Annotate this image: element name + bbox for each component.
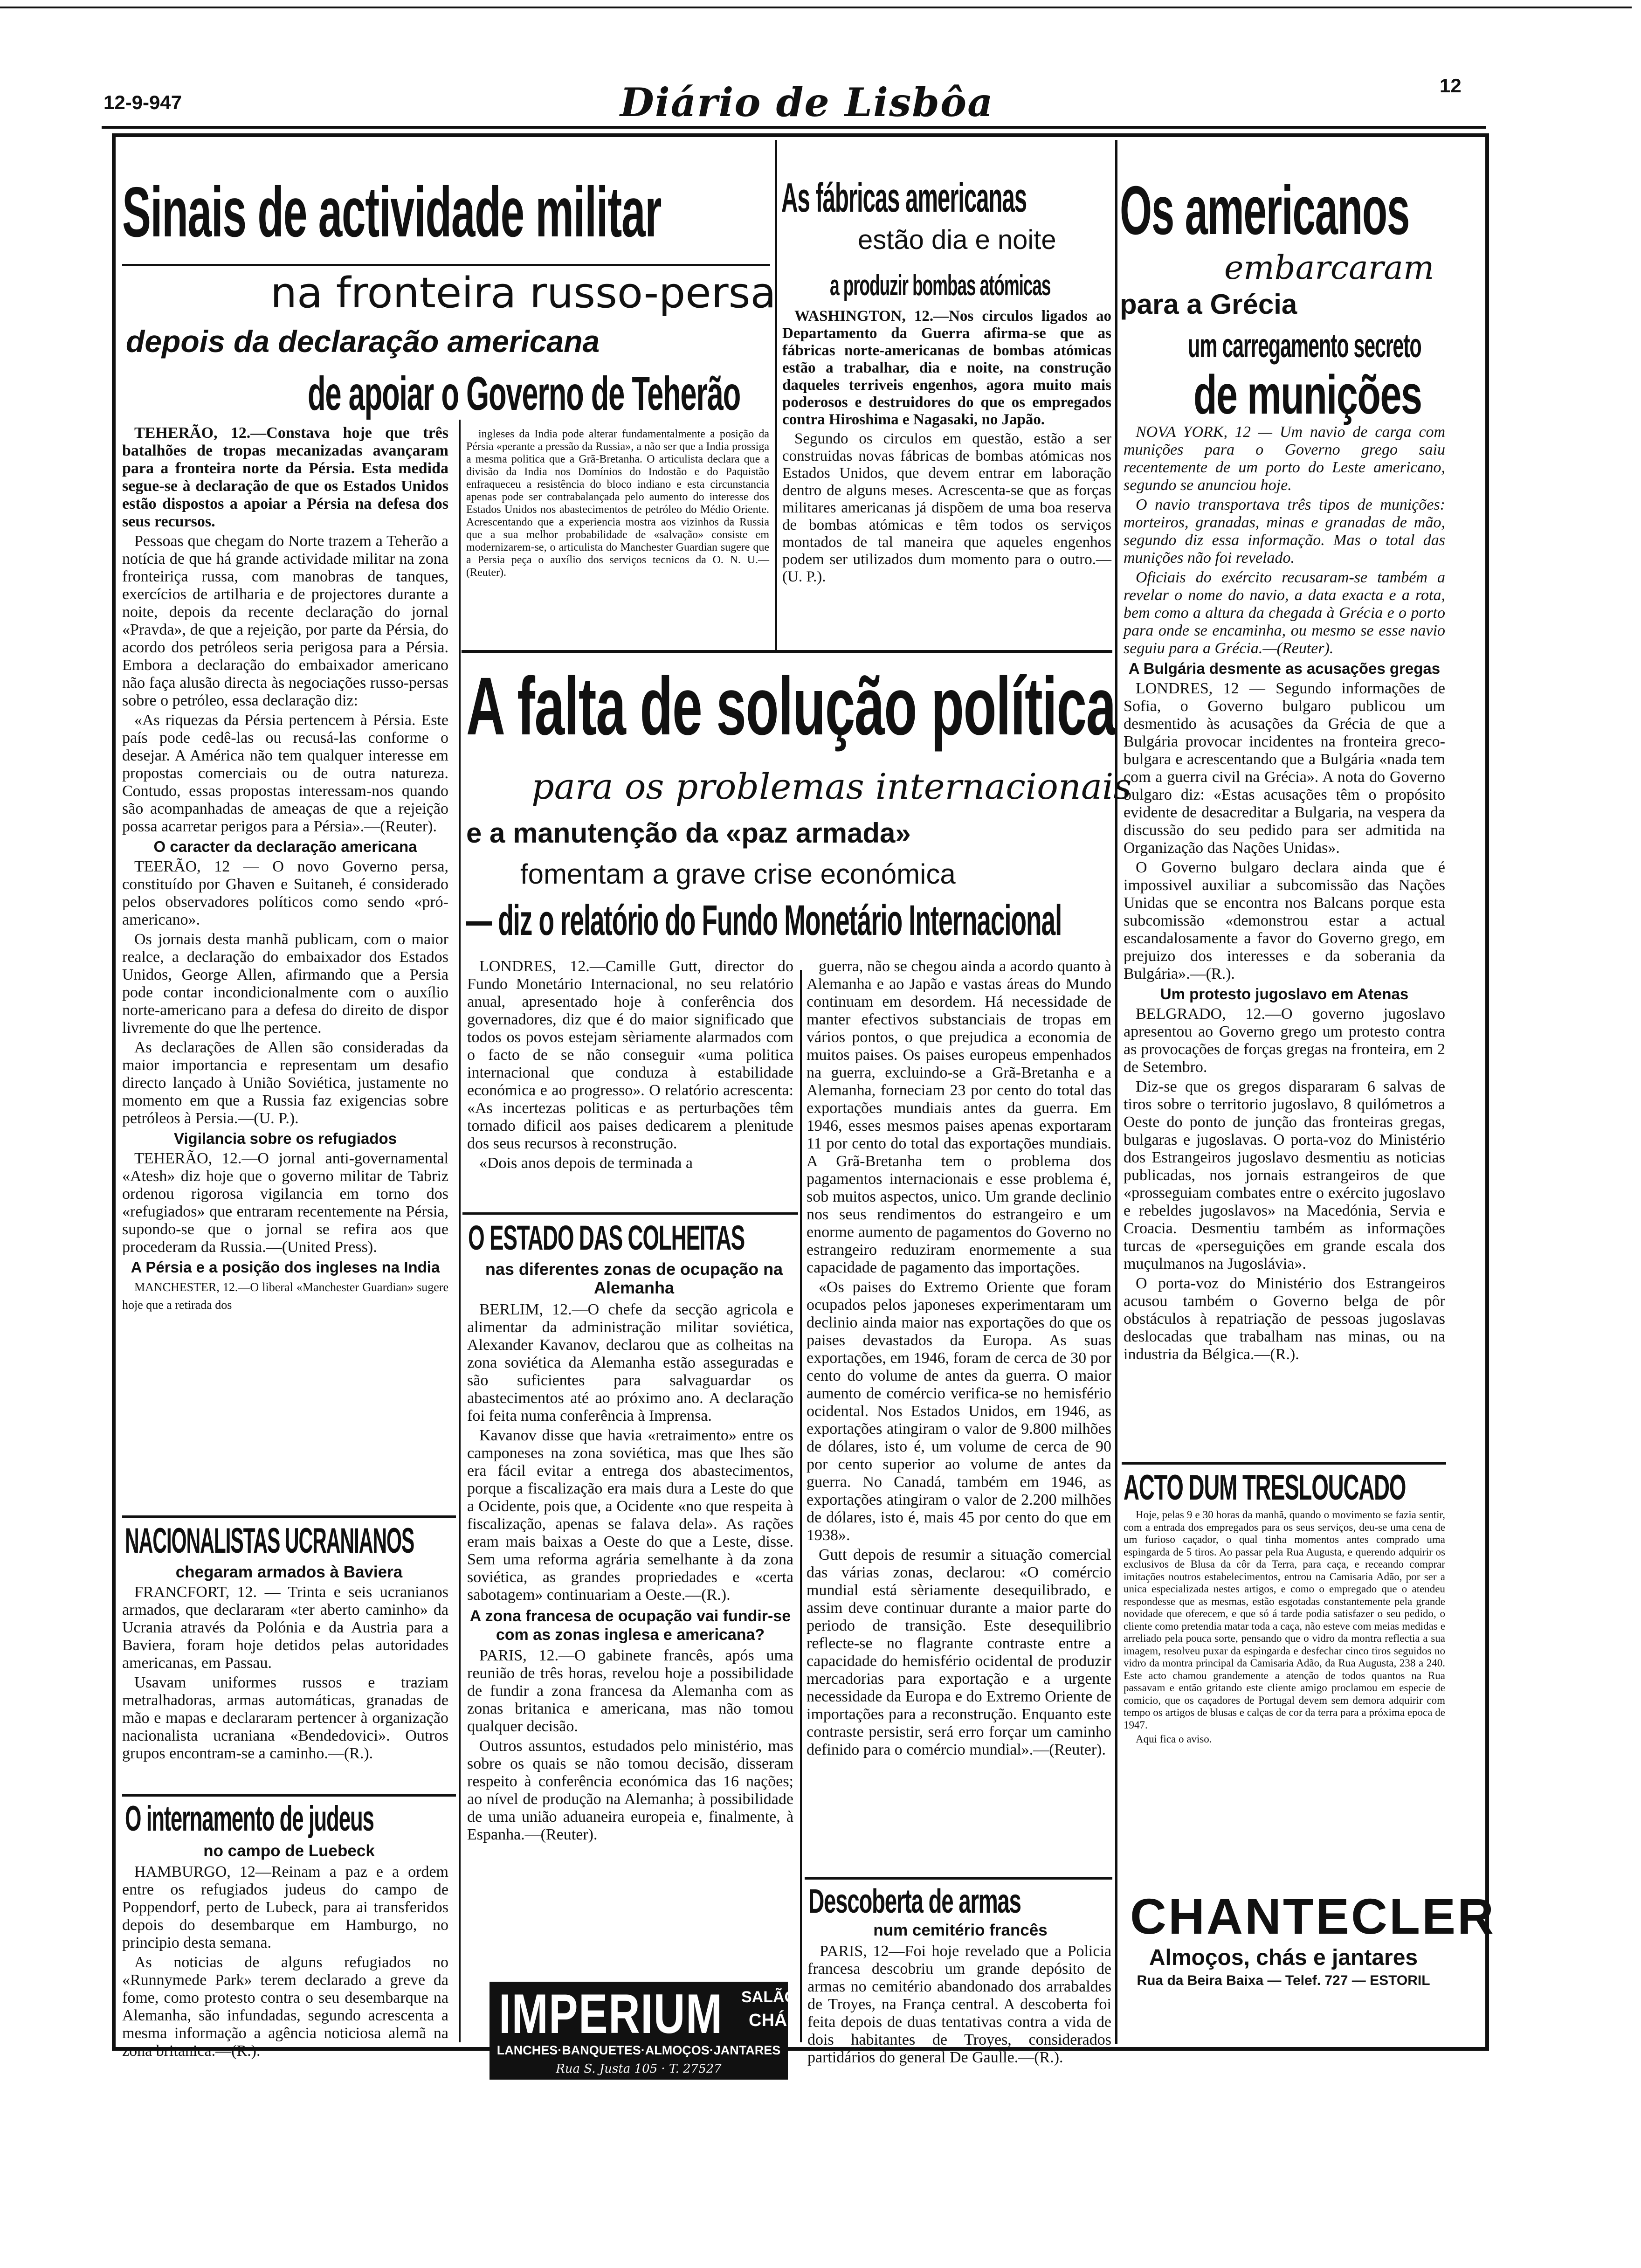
chantecler-line: Almoços, chás e jantares bbox=[1149, 1945, 1418, 1970]
art5-paragraph: Outros assuntos, estudados pelo ministério, mas sobre os quais se não tomou decisão, disseram respeito à conferência económica das 16 nações; ao nível de produção na Alemanha; à possibilidade de uma união aduaneira europeia e, finalmente, à Espanha.—(Reuter). bbox=[467, 1737, 793, 1843]
chantecler-address: Rua da Beira Baixa — Telef. 727 — ESTORIL bbox=[1137, 1973, 1430, 1988]
art1-paragraph: Os jornais desta manhã publicam, com o maior realce, a declaração do embaixador dos Estados Unidos, George Allen, afirmando que a Persia pode contar incondicionalmente com o auxílio norte-americano para a defesa do direito de dispor livremente do que lhe pertence. bbox=[122, 931, 448, 1037]
art9-paragraph: Aqui fica o aviso. bbox=[1136, 1733, 1212, 1745]
art3-sub1: A Bulgária desmente as acusações gregas bbox=[1128, 660, 1441, 677]
art6-deck: chegaram armados à Baviera bbox=[175, 1563, 403, 1581]
art1-paragraph: TEERÃO, 12 — O novo Governo persa, constituído por Ghaven e Suitaneh, é considerado pelos observadores políticos como sendo «pró-americano». bbox=[122, 858, 448, 928]
art1-sub1: O caracter da declaração americana bbox=[153, 838, 417, 855]
art9-body bbox=[1124, 1509, 1445, 1882]
art6-rule bbox=[122, 1515, 456, 1518]
art4-rule bbox=[462, 650, 1112, 653]
art6-headline: NACIONALISTAS UCRANIANOS bbox=[125, 1521, 414, 1561]
art3-column bbox=[1124, 423, 1445, 1463]
art3-paragraph: BELGRADO, 12.—O governo jugoslavo apresentou ao Governo grego um protesto contra as provocações de forças gregas na fronteira, em 2 de Setembro. bbox=[1124, 1005, 1445, 1076]
art3-deck2: para a Grécia bbox=[1120, 289, 1297, 320]
art1-column2 bbox=[466, 428, 769, 647]
column-rule bbox=[800, 970, 802, 2042]
top-rule bbox=[0, 7, 1632, 8]
art1-rule bbox=[122, 264, 770, 266]
art5-paragraph: BERLIM, 12.—O chefe da secção agricola e alimentar da administração militar soviética, Alexander Kavanov, declarou que as colheitas na zona soviética da Alemanha estão asseguradas e são suficientes para salvaguardar os abastecimentos até ao próximo ano. A declaração foi feita numa conferência à Imprensa. bbox=[467, 1301, 793, 1424]
art6-body bbox=[122, 1583, 448, 1793]
art4-deck2: e a manutenção da «paz armada» bbox=[466, 817, 911, 849]
masthead-rule bbox=[102, 126, 1486, 129]
art2-headline: As fábricas americanas bbox=[781, 174, 1027, 221]
art7-headline: O internamento de judeus bbox=[125, 1799, 374, 1839]
column-rule bbox=[775, 140, 777, 651]
art4-deck1: para os problemas internacionais bbox=[531, 766, 1132, 807]
art4-paragraph: Gutt depois de resumir a situação comercial das várias zonas, declarou: «O comércio mundial está sèriamente desequilibrado, e assim deve continuar durante a maior parte do periodo de transição. Este desequilibrio reflecte-se no flagrante contraste entre a capacidade do hemisfério ocidental de produzir mercadorias para exportação e a urgente necessidade da Europa e do Extremo Oriente de importações para a reconstrução. Enquanto este contraste persistir, será erro forçar um caminho definido para o comércio mundial».—(Reuter). bbox=[807, 1546, 1111, 1758]
art2-lede: WASHINGTON, 12.—Nos circulos ligados ao Departamento da Guerra afirma-se que as fábricas norte-americanas de bombas atómicas estão a trabalhar, dia e noite, na construção daqueles terriveis engenhos, agora muito mais poderosos e destruidores do que os empregados contra Hiroshima e Nagasaki, no Japão. bbox=[782, 308, 1111, 428]
art1-paragraph: ingleses da India pode alterar fundamentalmente a posição da Pérsia «perante a pressão da Russia», a não ser que a India prossiga a mesma politica que a Grã-Bretanha. O articulista declara que a divisão da India nos Domínios do Indostão e do Paquistão enfraqueceu a resistência do bloco indiano e esta circunstancia apenas pode ser contrabalançada pelo aumento do interesse dos Estados Unidos nos abastecimentos de petróleo do Médio Oriente. Acrescentando que a experiencia mostra aos vizinhos da Russia que a sua melhor probabilidade de «salvação» consiste em modernizarem-se, o articulista do Manchester Guardian sugere que a Persia peça o auxílio dos serviços tecnicos da O. N. U.—(Reuter). bbox=[466, 428, 769, 579]
column-rule bbox=[1115, 140, 1117, 2044]
art1-deck2: depois da declaração americana bbox=[126, 324, 600, 359]
art8-rule bbox=[805, 1877, 1112, 1880]
art9-headline: ACTO DUM TRESLOUCADO bbox=[1124, 1468, 1406, 1507]
art1-paragraph: «As riquezas da Pérsia pertencem à Pérsia. Este país pode cedê-las ou recusá-las conforme o desejar. A América não tem qualquer interesse em propostas comerciais ou de outra natureza. Contudo, essas propostas interessam-nos quando são acompanhadas de ameaças de que a rejeição possa acarretar perigos para a Pérsia».—(Reuter). bbox=[122, 712, 448, 835]
art2-paragraph: Segundo os circulos em questão, estão a ser construidas novas fábricas de bombas atómicas nos Estados Unidos, que devem entrar em laboração dentro de alguns meses. Acrescenta-se que as forças militares americanas já dispõem de uma boa reserva de bombas atómicas e têm todos os serviços montados de tal maneira que aqueles engenhos podem ser utilizados dum momento para o outro.—(U. P.). bbox=[782, 430, 1111, 585]
art1-paragraph: As declarações de Allen são consideradas da maior importancia e representam um desafio directo lançado à União Soviética, justamente no momento em que a Russia faz exigencias sobre petróleos à Persia.—(U. P.). bbox=[122, 1039, 448, 1127]
art4-deck4: — diz o relatório do Fundo Monetário Internacional bbox=[466, 897, 1062, 944]
art8-paragraph: PARIS, 12—Foi hoje revelado que a Policia francesa descobriu um grande depósito de armas no cemitério abandonado dos arrabaldes de Troyes, na França central. A descoberta foi feita depois de duas tentativas contra a vida de dois habitantes de Troyes, considerados partidários do general De Gaulle.—(R.). bbox=[807, 1943, 1111, 2066]
imperium-ad bbox=[490, 1982, 797, 2080]
art3-paragraph: Diz-se que os gregos dispararam 6 salvas de tiros sobre o territorio jugoslavo, 8 quilómetros a Oeste do ponto de junção das fronteiras gregas, bulgaras e jugoslavas. O porta-voz do Ministério dos Estrangeiros jugoslavo desmentiu as noticias publicadas, nos jornais estrangeiros de que «prosseguiam combates entre o exército jugoslavo e rebeldes jugoslavos» na Macedónia, Servia e Croacia. Desmentiu também as informações turcas de «perseguições em grande escala dos muçulmanos na Jugoslávia». bbox=[1124, 1078, 1445, 1272]
art3-deck4: de munições bbox=[1193, 364, 1422, 426]
art3-paragraph: O navio transportava três tipos de munições: morteiros, granadas, minas e granadas de mão, segundo diz essa informação. Mas o total das munições não foi revelado. bbox=[1124, 496, 1445, 567]
art6-paragraph: FRANCFORT, 12. — Trinta e seis ucranianos armados, que declararam «ter aberto caminho» da Ucrania através da Polónia e da Austria para a Baviera, foram hoje detidos pelas autoridades americanas, em Passau. bbox=[122, 1583, 448, 1672]
art5-deck: nas diferentes zonas de ocupação na Alemanha bbox=[485, 1259, 783, 1297]
art9-rule bbox=[1122, 1462, 1446, 1465]
art1-paragraph: TEHERÃO, 12.—O jornal anti-governamental «Atesh» diz hoje que o governo militar de Tabriz ordenou rigorosa vigilancia em torno dos «refugiados» que entraram recentemente na Pérsia, supondo-se que o jornal se refira aos que procederam da Russia.—(United Press). bbox=[122, 1150, 448, 1256]
imperium-name: IMPERIUM bbox=[499, 1983, 723, 2045]
art1-column1 bbox=[122, 424, 448, 1515]
art3-paragraph: O porta-voz do Ministério dos Estrangeiros acusou também o Governo belga de pôr obstáculos à repatriação de pessoas jugoslavas deslocadas que trabalham nas minas, ou na industria da Bélgica.—(R.). bbox=[1124, 1275, 1445, 1363]
art5-paragraph: Kavanov disse que havia «retraimento» entre os camponeses na zona soviética, mas que lhes são era fácil evitar a entrega dos abastecimentos, porque a fiscalização era mais dura a Leste do que a Ocidente, pois que, a Ocidente «no que respeita à fiscalização, apenas se falava dela». As rações eram mais baixas a Oeste do que a Leste, disse. Sem uma reforma agrária semelhante à da zona soviética, as grandes propriedades e «certa sabotagem» continuariam a Oeste.—(R.). bbox=[467, 1427, 793, 1604]
imperium-line: LANCHES·BANQUETES·ALMOÇOS·JANTARES bbox=[496, 2043, 781, 2057]
art5-sub: A zona francesa de ocupação vai fundir-se com as zonas inglesa e americana? bbox=[469, 1607, 791, 1644]
art4-column2 bbox=[807, 958, 1111, 1758]
art5-paragraph: PARIS, 12.—O gabinete francês, após uma reunião de três horas, revelou hoje a possibilidade de fundir a zona francesa da Alemanha com as zonas britanica e americana, mas não tomou qualquer decisão. bbox=[467, 1647, 793, 1735]
art4-paragraph: LONDRES, 12.—Camille Gutt, director do Fundo Monetário Internacional, no seu relatório anual, apresentado hoje à conferência dos governadores, diz que é do maior significado que todos os povos estejam sèriamente alarmados com o facto de se não conseguir «uma politica internacional que conduza à estabilidade económica e ao progresso». O relatório acrescenta: «As incertezas politicas e as perturbações têm tornado dificil aos paises dedicarem a plenitude dos seus recursos à reconstrução. bbox=[467, 958, 793, 1152]
art6-paragraph: Usavam uniformes russos e traziam metralhadoras, armas automáticas, granadas de mão e mapas e declararam pertencer à organização nacionalista ucraniana «Bendedovici». Outros grupos encontram-se a caminho.—(R.). bbox=[122, 1674, 448, 1762]
art8-deck: num cemitério francês bbox=[873, 1921, 1048, 1939]
art3-headline: Os americanos bbox=[1120, 172, 1410, 249]
page-number: 12 bbox=[1440, 75, 1462, 97]
art5-rule bbox=[462, 1212, 798, 1215]
art1-sub3: A Pérsia e a posição dos ingleses na India bbox=[131, 1258, 440, 1276]
art1-lede: TEHERÃO, 12.—Constava hoje que três batalhões de tropas mecanizadas avançaram para a fronteira norte da Pérsia. Esta medida segue-se à declaração de que os Estados Unidos estão dispostos a apoiar a Pérsia na defesa dos seus recursos. bbox=[122, 424, 448, 530]
art3-paragraph: NOVA YORK, 12 — Um navio de carga com munições para o Governo grego saiu recentemente de um porto do Leste americano, segundo se anunciou hoje. bbox=[1124, 423, 1445, 494]
art3-sub2: Um protesto jugoslavo em Atenas bbox=[1160, 985, 1409, 1003]
art8-body bbox=[807, 1943, 1111, 2066]
art4-paragraph: «Dois anos depois de terminada a bbox=[479, 1155, 693, 1172]
art9-paragraph: Hoje, pelas 9 e 30 horas da manhã, quando o movimento se fazia sentir, com a entrada dos empregados para os seus serviços, deu-se uma cena de um furioso caçador, o qual tinha momentos antes comprado uma espingarda de 5 tiros. Ao passar pela Rua Augusta, e querendo adquirir os exclusivos de Blusa da côr da Terra, para caça, e receando comprar imitações noutros estabelecimentos, entrou na Camisaria Adão, por ser a unica especializada nestes artigos, e como o empregado que o atendeu respondesse que as mesmas, estão esgotadas constantemente pela grande novidade que oferecem, e que só á tarde podia satisfazer o seu pedido, o cliente como pretendia matar toda a caça, não esteve com meias medidas e arreliado pela pouca sorte, pensando que o vidro da montra reflectia a sua imagem, resolveu puxar da espingarda e desfechar cinco tiros seguidos no vidro da montra principal da Camisaria Adão, da Rua Augusta, 238 a 240. Este acto chamou grandemente a atenção de todos quantos na Rua passavam e então gritando este cliente amigo proclamou em especie de comicio, que os caçadores de Portugal devem sem demora adquirir com tempo os artigos de blusas e calças de cor da terra para a próxima epoca de 1947. bbox=[1124, 1509, 1445, 1731]
chantecler-name: CHANTECLER bbox=[1130, 1888, 1496, 1944]
art2-body bbox=[782, 308, 1111, 648]
art1-paragraph: MANCHESTER, 12.—O liberal «Manchester Guardian» sugere hoje que a retirada dos bbox=[122, 1280, 448, 1312]
art7-deck: no campo de Luebeck bbox=[203, 1842, 375, 1860]
art4-column1 bbox=[467, 958, 793, 1210]
art1-sub2: Vigilancia sobre os refugiados bbox=[173, 1130, 397, 1147]
masthead-title: Diário de Lisbôa bbox=[620, 79, 994, 125]
art3-deck1: embarcaram bbox=[1224, 249, 1434, 287]
column-rule bbox=[459, 648, 461, 2042]
art3-paragraph: O Governo bulgaro declara ainda que é impossivel auxiliar a subcomissão das Nações Unidas que se encontra nos Balcans porque esta subcomissão «demonstrou estar a actual escandalosamente a favor do Governo grego, em prejuizo dos interesses e da soberania da Bulgária».—(R.). bbox=[1124, 859, 1445, 982]
art4-headline: A falta de solução política bbox=[466, 661, 1116, 752]
art2-deck1: estão dia e noite bbox=[858, 225, 1056, 255]
art7-rule bbox=[122, 1794, 456, 1797]
art3-paragraph: LONDRES, 12 — Segundo informações de Sofia, o Governo bulgaro publicou um desmentido às acusações da Grécia de que a Bulgária provocar incidentes na fronteira greco-bulgara e acrescentando que a Bulgária «nada tem com a guerra civil na Grécia». A nota do Governo bulgaro diz: «Estas acusações têm o propósito evidente de desacreditar a Bulgaria, na vespera da discussão do seu pedido para ser admitida na Organização das Nações Unidas». bbox=[1124, 680, 1445, 857]
art8-headline: Descoberta de armas bbox=[808, 1883, 1021, 1920]
masthead-date: 12-9-947 bbox=[103, 91, 182, 113]
art1-deck1: na fronteira russo-persa bbox=[270, 269, 776, 318]
art1-headline: Sinais de actividade militar bbox=[122, 173, 662, 252]
art5-body bbox=[467, 1301, 793, 1982]
art5-headline: O ESTADO DAS COLHEITAS bbox=[468, 1218, 745, 1257]
art4-paragraph: guerra, não se chegou ainda a acordo quanto à Alemanha e ao Japão e vastas áreas do Mundo continuam em desordem. Há necessidade de manter efectivos substanciais de tropas em vários pontos, o que prejudica a economia de muitos paises. Os paises europeus empenhados na guerra, excluindo-se a Grã-Bretanha e a Alemanha, forneciam 23 por cento do total das exportações mundiais antes da guerra. Em 1946, esses mesmos paises apenas exportaram 11 por cento do total das exportações mundiais. A Grã-Bretanha tem o problema dos pagamentos internacionais e esse problema é, sob muitos aspectos, unico. Um grande declinio nos seus rendimentos do estrangeiro e um enorme aumento de pagamentos do Governo no estrangeiro reduziram enormemente a sua capacidade de pagamento das importações. bbox=[807, 958, 1111, 1276]
imperium-salao: SALÃO bbox=[741, 1988, 797, 2006]
art7-paragraph: As noticias de alguns refugiados no «Runnymede Park» terem declarado a greve da fome, como protesto contra o seu desembarque na Alemanha, são infundadas, segundo acrescenta a mesma informação a agência noticiosa alemã na zona britanica.—(R.). bbox=[122, 1954, 448, 2060]
art4-paragraph: «Os paises do Extremo Oriente que foram ocupados pelos japoneses experimentaram um declinio ainda maior nas exportações do que os paises devastados da Europa. As suas exportações, em 1946, foram de cerca de 30 por cento do volume de antes da guerra. O maior aumento de comércio verifica-se no hemisfério ocidental. Nos Estados Unidos, em 1946, as exportações atingiram o valor de 9.800 milhões de dólares, isto é, um volume de cerca de 90 por cento superior ao volume de antes da guerra. No Canadá, também em 1946, as exportações atingiram o valor de 2.200 milhões de dólares, isto é, mais 45 por cento do que em 1938». bbox=[807, 1279, 1111, 1544]
art1-deck3: de apoiar o Governo de Teherão bbox=[308, 367, 741, 420]
art4-deck3: fomentam a grave crise económica bbox=[520, 858, 956, 890]
art2-deck2: a produzir bombas atómicas bbox=[830, 270, 1051, 302]
art7-paragraph: HAMBURGO, 12—Reinam a paz e a ordem entre os refugiados judeus do campo de Poppendorf, perto de Lubeck, para ai transferidos depois do desembarque em Hamburgo, no principio desta semana. bbox=[122, 1863, 448, 1951]
art3-deck3: um carregamento secreto bbox=[1188, 327, 1421, 365]
chantecler-ad bbox=[1130, 1888, 1496, 2028]
art1-paragraph: Pessoas que chegam do Norte trazem a Teherão a notícia de que há grande actividade militar na zona fronteiriça russa, com manobras de tanques, exercícios de artilharia e de projectores durante a noite, depois da recente declaração do jornal «Pravda», de que a rejeição, por parte da Pérsia, do acordo dos petróleos seria perigosa para a Pérsia. Embora a declaração do embaixador americano não faça alusão directa às negociações russo-persas sobre o petróleo, essa declaração diz: bbox=[122, 532, 448, 709]
art3-paragraph: Oficiais do exército recusaram-se também a revelar o nome do navio, a data exacta e a rota, bem como a altura da chegada à Grécia e o porto para onde se encaminha, ou mesmo se esse navio seguiu para a Grécia.—(Reuter). bbox=[1124, 569, 1445, 657]
imperium-address: Rua S. Justa 105 · T. 27527 bbox=[556, 2062, 722, 2076]
imperium-cha: CHÁ bbox=[749, 2011, 787, 2030]
art7-body bbox=[122, 1863, 448, 2060]
